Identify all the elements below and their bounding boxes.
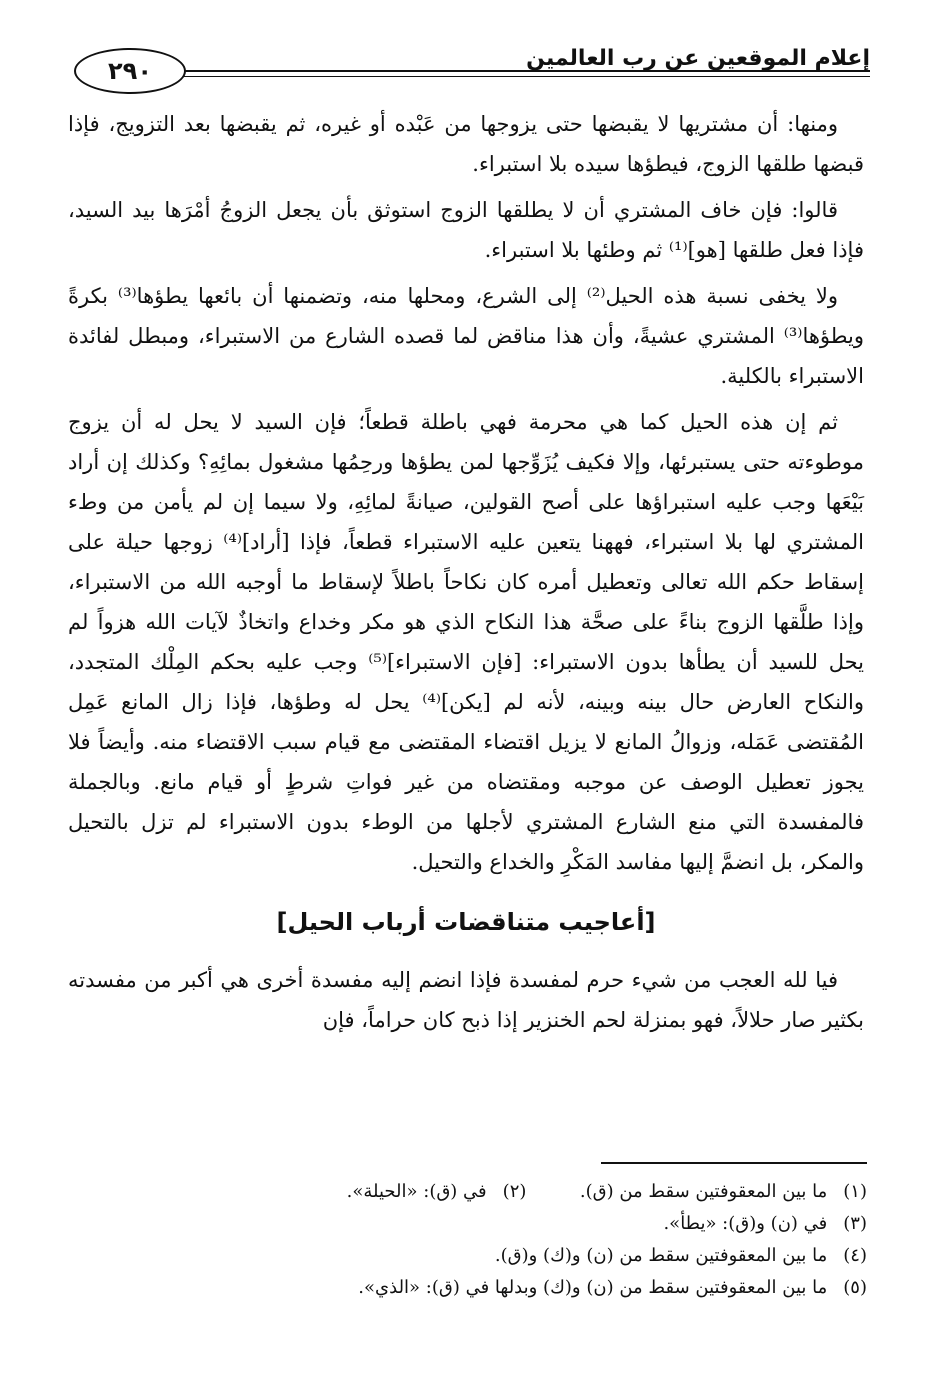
footnote-text: في (ق): «الحيلة». (346, 1181, 487, 1202)
page-header (62, 42, 870, 96)
main-text (68, 104, 864, 1046)
footnote-text: ما بين المعقوفتين سقط من (ق). (579, 1181, 828, 1202)
section-heading: [أعاجيب متناقضات أرباب الحيل] (276, 908, 656, 936)
footnote-item (67, 1272, 867, 1304)
footnote-item (67, 1176, 867, 1208)
footnote-number: (٤) (843, 1245, 867, 1266)
footnote-text: ما بين المعقوفتين سقط من (ن) و(ك) وبدلها في (ق): «الذي». (358, 1277, 828, 1298)
paragraph: ثم إن هذه الحيل كما هي محرمة فهي باطلة قطعاً؛ فإن السيد لا يحل له أن يزوج موطوءته حتى يستبرئها، وإلا فكيف يُزَوِّجها لمن يطؤها ورحِمُها مشغول بمائِهِ؟ وكذلك إن أراد بَيْعَها وجب عليه استبراؤها على أصح القولين، صيانةً لمائِهِ، ولا سيما إن لم يأمن من وطء المشتري لها بلا استبراء، فههنا يتعين عليه الاستبراء قطعاً، فإذا [أراد]⁽⁴⁾ زوجها حيلة على إسقاط حكم الله تعالى وتعطيل أمره كان نكاحاً باطلاً لإسقاط ما أوجبه الله من الاستبراء، وإذا طلَّقها الزوج بناءً على صحَّة هذا النكاح الذي هو مكر وخداع واتخاذٌ لآيات الله هزواً لم يحل للسيد أن يطأها بدون الاستبراء: [فإن الاستبراء]⁽⁵⁾ وجب عليه بحكم المِلْك المتجدد، والنكاح العارض حال بينه وبينه، لأنه لم [يكن]⁽⁴⁾ يحل له وطؤها، فإذا زال المانع عَمِل المُقتضى عَمَله، وزوالُ المانع لا يزيل اقتضاء المقتضى مع قيام سبب الاقتضاء منه. وأيضاً فلا يجوز تعطيل الوصف عن موجبه ومقتضاه من غير فواتِ شرطٍ أو قيام مانع. وبالجملة فالمفسدة التي منع الشارع المشتري لأجلها من الوطء بدون الاستبراء لم تزل بالتحيل والمكر، بل انضمَّ إليها مفاسد المَكْرِ والخداع والتحيل. (68, 410, 864, 874)
footnote-item (67, 1208, 867, 1240)
page-number: ٢٩٠ (108, 57, 152, 85)
paragraph: فيا لله العجب من شيء حرم لمفسدة فإذا انضم إليه مفسدة أخرى هي أكبر من مفسدته بكثير صار حلالاً، فهو بمنزلة لحم الخنزير إذا ذبح كان حراماً، فإن (68, 968, 864, 1032)
paragraph: ولا يخفى نسبة هذه الحيل⁽²⁾ إلى الشرع، ومحلها منه، وتضمنها أن بائعها يطؤها⁽³⁾ بكرةً ويطؤها⁽³⁾ المشتري عشيةً، وأن هذا مناقض لما قصده الشارع من الاستبراء، ومبطل لفائدة الاستبراء بالكلية. (68, 284, 864, 388)
footnotes (67, 1176, 867, 1304)
footnote-number: (٣) (843, 1213, 867, 1234)
footnote-number: (١) (843, 1181, 867, 1202)
footnote-text: في (ن) و(ق): «يطأ». (663, 1213, 828, 1234)
page-number-badge (74, 48, 186, 94)
paragraph: ومنها: أن مشتريها لا يقبضها حتى يزوجها من عَبْده أو غيره، ثم يقبضها بعد التزويج، فإذا قبضها طلقها الزوج، فيطؤها سيده بلا استبراء. (68, 112, 864, 176)
footnote-separator (601, 1162, 867, 1164)
footnote-text: ما بين المعقوفتين سقط من (ن) و(ك) و(ق). (494, 1245, 828, 1266)
header-rule-thin (180, 76, 870, 77)
footnote-item (67, 1240, 867, 1272)
paragraph: قالوا: فإن خاف المشتري أن لا يطلقها الزوج استوثق بأن يجعل الزوجُ أمْرَها بيد السيد، فإذا فعل طلقها [هو]⁽¹⁾ ثم وطئها بلا استبراء. (68, 198, 864, 262)
footnote-number: (٢) (502, 1181, 527, 1202)
running-title: إعلام الموقعين عن رب العالمين (526, 46, 870, 71)
footnote-number: (٥) (843, 1277, 867, 1298)
